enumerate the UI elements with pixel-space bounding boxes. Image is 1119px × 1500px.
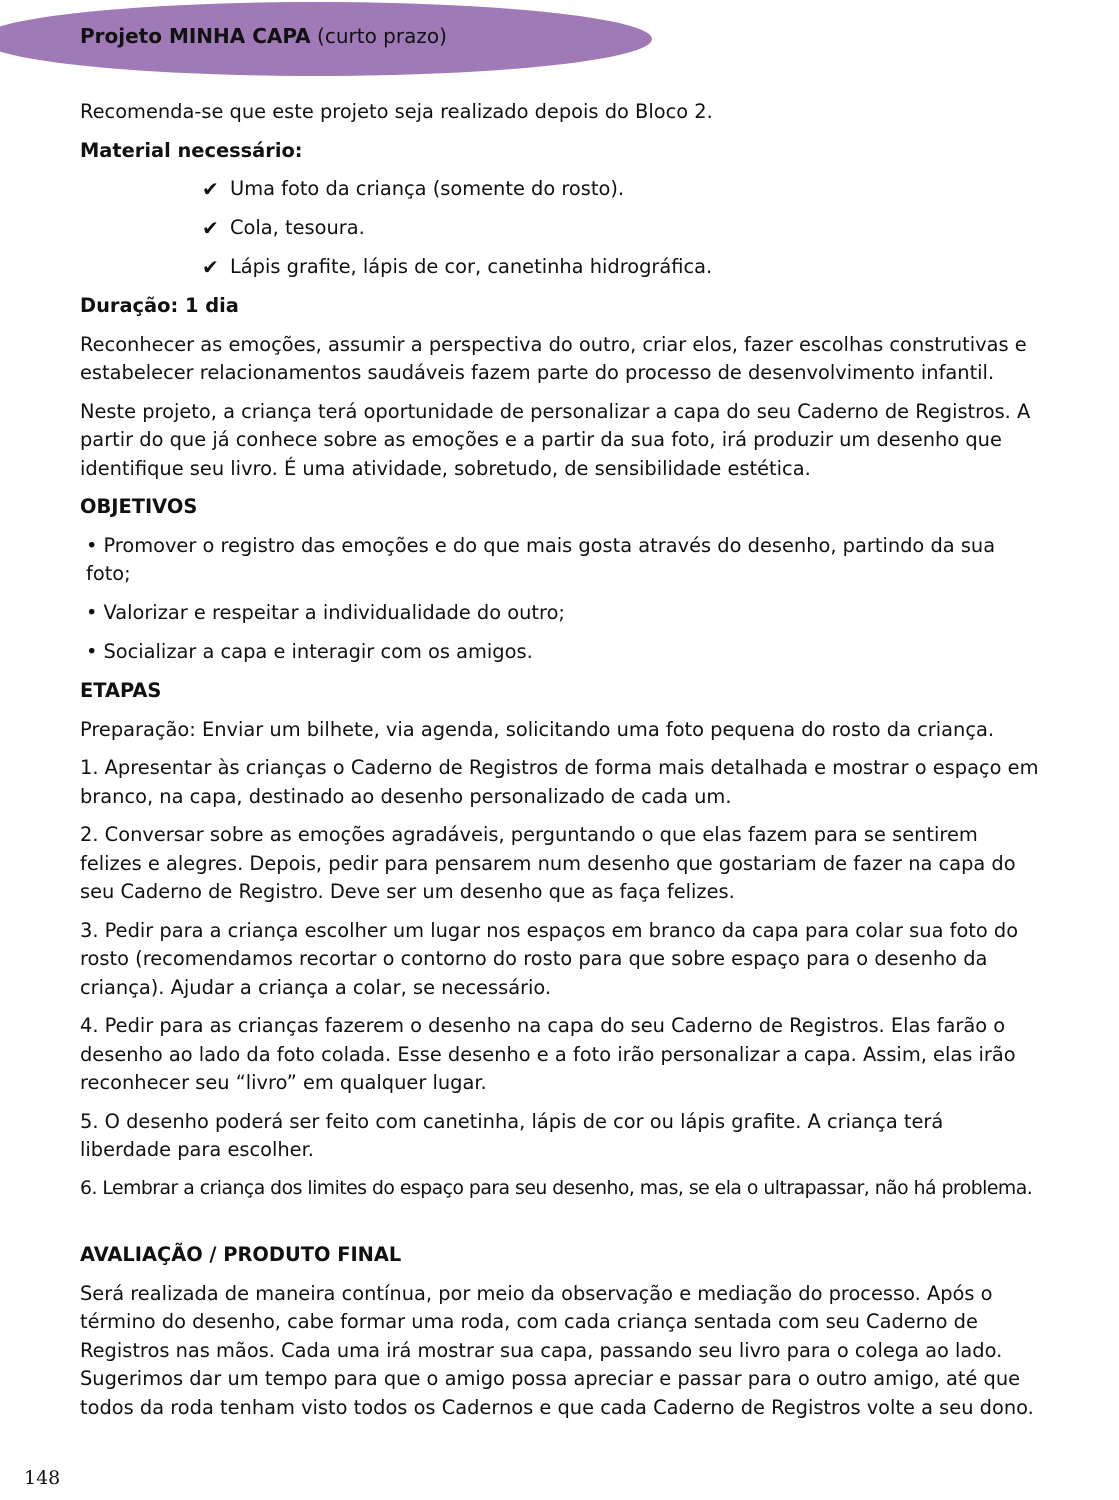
preparation-paragraph: Preparação: Enviar um bilhete, via agenda, solicitando uma foto pequena do rosto da criança.	[80, 717, 995, 741]
list-item	[86, 532, 1040, 589]
material-item-text: Uma foto da criança (somente do rosto).	[230, 177, 625, 200]
objective-text: Promover o registro das emoções e do que mais gosta através do desenho, partindo da sua foto;	[86, 533, 996, 585]
steps-heading: ETAPAS	[80, 679, 162, 702]
list-item	[202, 253, 1040, 282]
check-icon: ✔	[202, 177, 219, 202]
body-paragraph: Neste projeto, a criança terá oportunidade de personalizar a capa do seu Caderno de Registros. A partir do que já conhece sobre as emoções e a partir da sua foto, irá produzir um desenho que identifique seu livro. É uma atividade, sobretudo, de sensibilidade estética.	[80, 399, 1031, 480]
list-item	[86, 599, 1040, 628]
material-item-text: Lápis grafite, lápis de cor, canetinha hidrográfica.	[230, 255, 713, 278]
check-icon: ✔	[202, 255, 219, 280]
bullet: •	[86, 533, 98, 557]
step-paragraph: 3. Pedir para a criança escolher um lugar nos espaços em branco da capa para colar sua foto do rosto (recomendamos recortar o contorno do rosto para que sobre espaço para o desenho da criança). Ajudar a criança a colar, se necessário.	[80, 918, 1019, 999]
page-number: 148	[24, 1467, 61, 1489]
step-paragraph: 1. Apresentar às crianças o Caderno de Registros de forma mais detalhada e mostrar o espaço em branco, na capa, destinado ao desenho personalizado de cada um.	[80, 756, 1039, 808]
page-title-rest: (curto prazo)	[310, 24, 447, 48]
page-title	[80, 24, 447, 48]
objective-text: Socializar a capa e interagir com os amigos.	[103, 640, 533, 663]
check-icon: ✔	[202, 216, 219, 241]
list-item	[202, 214, 1040, 243]
objective-text: Valorizar e respeitar a individualidade do outro;	[103, 601, 565, 624]
objectives-list	[80, 532, 1040, 667]
material-item-text: Cola, tesoura.	[230, 216, 365, 239]
evaluation-paragraph: Será realizada de maneira contínua, por meio da observação e mediação do processo. Após o término do desenho, cabe formar uma roda, com cada criança sentada com seu Caderno de Registros nas mãos. Cada uma irá mostrar sua capa, passando seu livro para o colega ao lado. Sugerimos dar um tempo para que o amigo possa apreciar e passar para o outro amigo, até que todos da roda tenham visto todos os Cadernos e que cada Caderno de Registros volte a seu dono.	[80, 1281, 1034, 1419]
list-item	[86, 638, 1040, 667]
duration-heading: Duração: 1 dia	[80, 294, 239, 317]
material-heading: Material necessário:	[80, 138, 303, 162]
body-paragraph: Reconhecer as emoções, assumir a perspectiva do outro, criar elos, fazer escolhas construtivas e estabelecer relacionamentos saudáveis fazem parte do processo de desenvolvimento infantil.	[80, 332, 1027, 384]
list-item	[202, 175, 1040, 204]
bullet: •	[86, 640, 98, 663]
step-paragraph: 5. O desenho poderá ser feito com canetinha, lápis de cor ou lápis grafite. A criança terá liberdade para escolher.	[80, 1109, 944, 1161]
material-list	[80, 175, 1040, 282]
intro-paragraph: Recomenda-se que este projeto seja realizado depois do Bloco 2.	[80, 100, 713, 123]
page-title-bold: Projeto MINHA CAPA	[80, 24, 311, 48]
step-paragraph: 4. Pedir para as crianças fazerem o desenho na capa do seu Caderno de Registros. Elas farão o desenho ao lado da foto colada. Esse desenho e a foto irão personalizar a capa. Assim, elas irão reconhecer seu “livro” em qualquer lugar.	[80, 1014, 1016, 1094]
objectives-heading: OBJETIVOS	[80, 495, 198, 518]
bullet: •	[86, 601, 98, 624]
document-body	[80, 98, 1040, 1432]
step-paragraph: 6. Lembrar a criança dos limites do espaço para seu desenho, mas, se ela o ultrapassar, não há problema.	[80, 1177, 1033, 1199]
step-paragraph: 2. Conversar sobre as emoções agradáveis, perguntando o que elas fazem para se sentirem felizes e alegres. Depois, pedir para pensarem num desenho que gostariam de fazer na capa do seu Caderno de Registro. Deve ser um desenho que as faça felizes.	[80, 823, 1016, 903]
evaluation-heading: AVALIAÇÃO / PRODUTO FINAL	[80, 1243, 402, 1266]
